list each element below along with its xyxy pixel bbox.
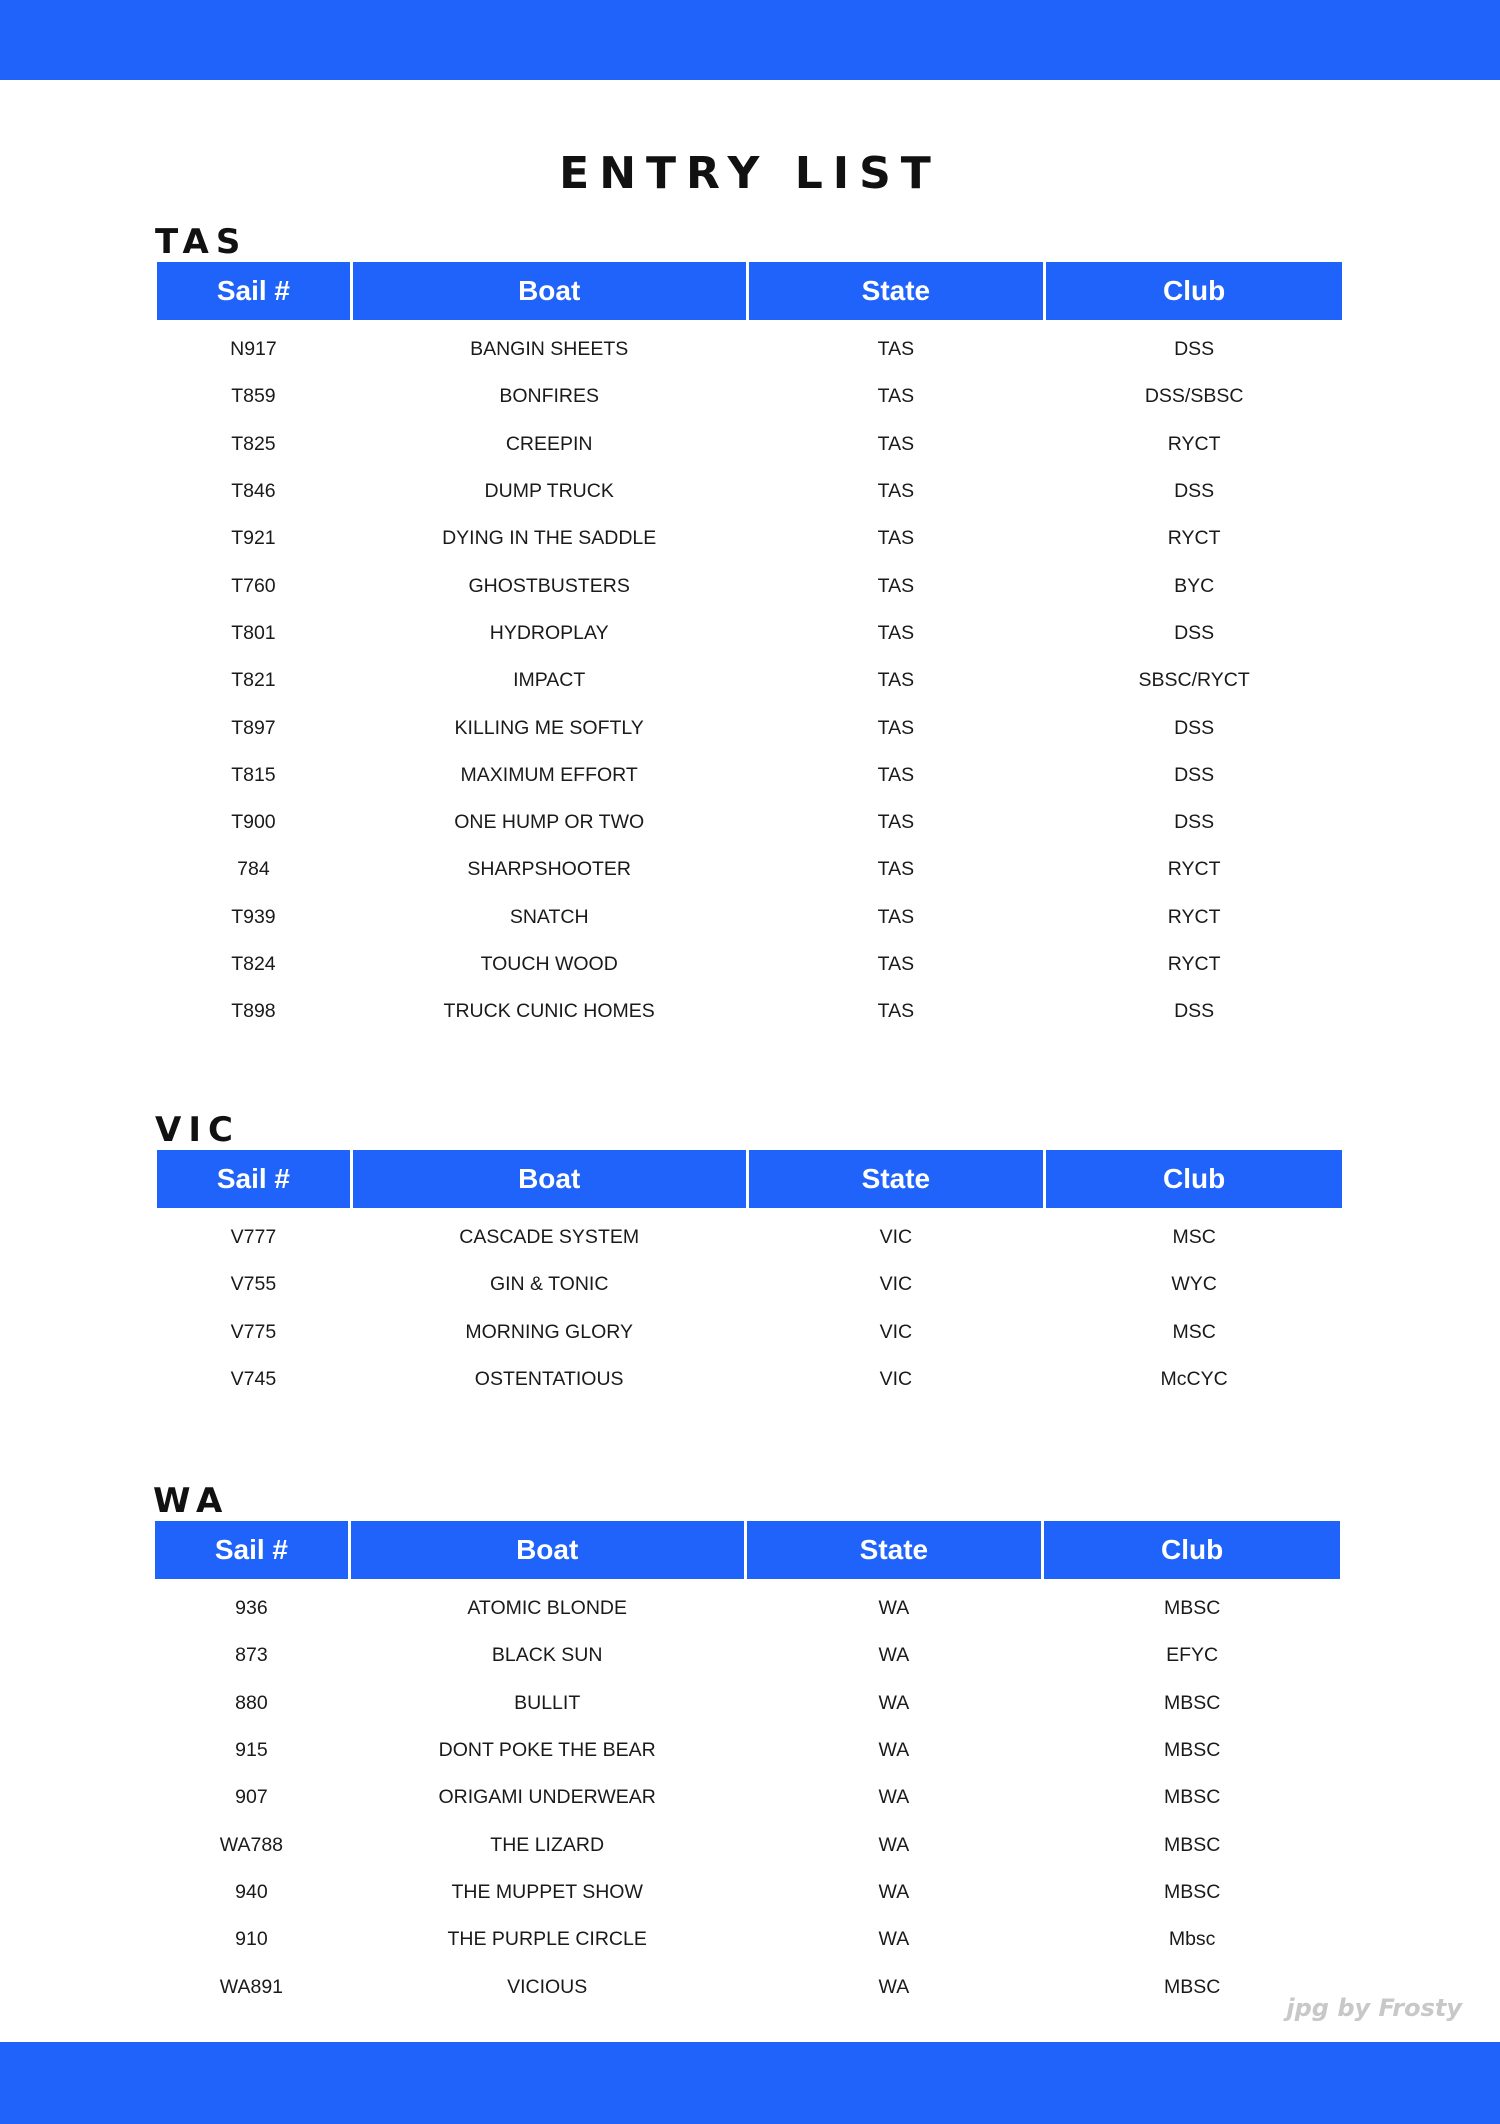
- cell-boat: SHARPSHOOTER: [467, 858, 631, 881]
- cell-state: WA: [878, 1880, 910, 1903]
- cell-state: TAS: [877, 858, 915, 881]
- table-row: [157, 1356, 1345, 1403]
- cell-sail: 940: [235, 1880, 268, 1903]
- cell-sail: WA891: [219, 1975, 284, 1998]
- header-sail: Sail #: [157, 262, 350, 320]
- table-row: [155, 1869, 1343, 1916]
- table-row: [157, 326, 1345, 373]
- cell-sail: T801: [231, 621, 276, 644]
- cell-club: MBSC: [1163, 1786, 1221, 1809]
- cell-boat: ATOMIC BLONDE: [467, 1597, 627, 1620]
- cell-boat: MAXIMUM EFFORT: [460, 763, 638, 786]
- section-title: WA: [153, 1481, 230, 1521]
- cell-state: TAS: [877, 763, 915, 786]
- cell-club: DSS: [1174, 811, 1215, 834]
- cell-boat: HYDROPLAY: [489, 621, 609, 644]
- cell-state: WA: [878, 1786, 910, 1809]
- cell-boat: GIN & TONIC: [489, 1273, 609, 1296]
- cell-boat: DUMP TRUCK: [484, 480, 614, 503]
- cell-sail: N917: [230, 338, 277, 361]
- table-row: [157, 515, 1345, 562]
- cell-state: TAS: [877, 480, 915, 503]
- table-row: [155, 1916, 1343, 1963]
- section-title: VIC: [155, 1110, 240, 1150]
- cell-club: DSS: [1174, 621, 1215, 644]
- cell-boat: TOUCH WOOD: [480, 953, 618, 975]
- table-header: [157, 1150, 1345, 1208]
- table-row: [157, 846, 1345, 893]
- cell-club: DSS: [1174, 716, 1215, 739]
- cell-sail: T815: [231, 763, 276, 786]
- cell-state: TAS: [877, 385, 915, 408]
- header-club: Club: [1046, 262, 1342, 320]
- cell-state: TAS: [877, 432, 915, 455]
- cell-state: WA: [878, 1928, 910, 1951]
- cell-state: TAS: [877, 1000, 915, 1023]
- cell-boat: OSTENTATIOUS: [474, 1368, 624, 1391]
- section-title: TAS: [155, 222, 248, 262]
- cell-sail: 907: [235, 1786, 268, 1809]
- cell-boat: ONE HUMP OR TWO: [454, 811, 645, 834]
- cell-boat: BONFIRES: [499, 385, 600, 408]
- cell-club: MBSC: [1163, 1833, 1221, 1856]
- table-row: [157, 562, 1345, 609]
- cell-club: RYCT: [1167, 953, 1221, 975]
- cell-club: DSS: [1174, 480, 1215, 503]
- cell-club: RYCT: [1167, 527, 1221, 550]
- cell-club: SBSC/RYCT: [1138, 669, 1250, 692]
- cell-boat: ORIGAMI UNDERWEAR: [438, 1786, 656, 1809]
- cell-club: BYC: [1174, 574, 1215, 597]
- cell-sail: T900: [231, 811, 276, 834]
- cell-sail: T939: [231, 905, 276, 928]
- table-row: [157, 752, 1345, 799]
- table-row: [157, 657, 1345, 704]
- table-body: [157, 1214, 1345, 1403]
- table-row: [155, 1821, 1343, 1868]
- table-row: [155, 1680, 1343, 1727]
- cell-club: DSS: [1174, 338, 1215, 361]
- cell-club: MBSC: [1163, 1880, 1221, 1903]
- cell-club: McCYC: [1160, 1368, 1228, 1391]
- cell-sail: T898: [231, 1000, 276, 1023]
- cell-boat: MORNING GLORY: [465, 1320, 633, 1343]
- table-row: [157, 988, 1345, 1035]
- cell-state: WA: [878, 1975, 910, 1998]
- cell-sail: T897: [231, 716, 276, 739]
- cell-club: RYCT: [1167, 858, 1221, 881]
- cell-club: RYCT: [1167, 432, 1221, 455]
- table-row: [157, 894, 1345, 941]
- cell-sail: T760: [231, 574, 276, 597]
- table-row: [157, 610, 1345, 657]
- cell-state: TAS: [877, 905, 915, 928]
- cell-state: TAS: [877, 953, 915, 975]
- cell-boat: CREEPIN: [505, 432, 593, 455]
- section-vic: [155, 1110, 1345, 1403]
- cell-boat: GHOSTBUSTERS: [468, 574, 630, 597]
- cell-state: WA: [878, 1691, 910, 1714]
- cell-boat: BLACK SUN: [491, 1644, 603, 1667]
- cell-state: TAS: [877, 527, 915, 550]
- header-club: Club: [1044, 1521, 1340, 1579]
- cell-boat: DONT POKE THE BEAR: [438, 1739, 656, 1762]
- cell-state: TAS: [877, 338, 915, 361]
- table-body: [157, 326, 1345, 1035]
- cell-state: TAS: [877, 574, 915, 597]
- header-sail: Sail #: [157, 1150, 350, 1208]
- cell-sail: 873: [235, 1644, 268, 1667]
- cell-sail: T821: [231, 669, 276, 692]
- table-row: [157, 421, 1345, 468]
- cell-state: TAS: [877, 716, 915, 739]
- cell-club: MSC: [1172, 1226, 1216, 1249]
- cell-sail: 910: [235, 1928, 268, 1951]
- table-row: [155, 1632, 1343, 1679]
- cell-state: VIC: [879, 1273, 913, 1296]
- cell-state: WA: [878, 1597, 910, 1620]
- cell-state: TAS: [877, 621, 915, 644]
- cell-sail: 936: [235, 1597, 268, 1620]
- cell-club: MBSC: [1163, 1691, 1221, 1714]
- cell-state: VIC: [879, 1320, 913, 1343]
- cell-boat: BANGIN SHEETS: [470, 338, 629, 361]
- header-boat: Boat: [351, 1521, 744, 1579]
- cell-club: EFYC: [1166, 1644, 1219, 1667]
- cell-boat: KILLING ME SOFTLY: [454, 716, 644, 739]
- cell-sail: 880: [235, 1691, 268, 1714]
- cell-sail: T921: [231, 527, 276, 550]
- cell-sail: V755: [230, 1273, 277, 1296]
- cell-club: MSC: [1172, 1320, 1216, 1343]
- cell-sail: WA788: [219, 1833, 284, 1856]
- cell-sail: 784: [237, 858, 270, 881]
- cell-boat: DYING IN THE SADDLE: [442, 527, 657, 550]
- bottom-banner: [0, 2042, 1500, 2124]
- header-state: State: [749, 1150, 1044, 1208]
- cell-state: WA: [878, 1739, 910, 1762]
- cell-boat: BULLIT: [514, 1691, 581, 1714]
- header-boat: Boat: [353, 1150, 746, 1208]
- cell-boat: VICIOUS: [507, 1975, 588, 1998]
- cell-boat: TRUCK CUNIC HOMES: [443, 1000, 655, 1023]
- cell-club: DSS/SBSC: [1144, 385, 1244, 408]
- section-tas: [155, 222, 1345, 1035]
- table-row: [157, 1214, 1345, 1261]
- cell-club: Mbsc: [1168, 1928, 1216, 1951]
- header-boat: Boat: [353, 262, 746, 320]
- cell-boat: THE PURPLE CIRCLE: [447, 1928, 647, 1951]
- cell-club: DSS: [1174, 763, 1215, 786]
- cell-boat: THE LIZARD: [490, 1833, 605, 1856]
- table-row: [155, 1585, 1343, 1632]
- table-row: [157, 799, 1345, 846]
- cell-state: WA: [878, 1644, 910, 1667]
- cell-state: VIC: [879, 1226, 913, 1249]
- cell-sail: V775: [230, 1320, 277, 1343]
- cell-club: WYC: [1171, 1273, 1217, 1296]
- cell-club: MBSC: [1163, 1739, 1221, 1762]
- cell-sail: T824: [231, 953, 276, 975]
- table-row: [157, 704, 1345, 751]
- table-row: [155, 1727, 1343, 1774]
- cell-sail: 915: [235, 1739, 268, 1762]
- table-row: [157, 1261, 1345, 1308]
- cell-sail: V777: [230, 1226, 277, 1249]
- section-wa: [153, 1481, 1343, 2011]
- cell-boat: IMPACT: [513, 669, 586, 692]
- page-title: ENTRY LIST: [559, 148, 941, 199]
- cell-sail: T859: [231, 385, 276, 408]
- table-header: [155, 1521, 1343, 1579]
- header-sail: Sail #: [155, 1521, 348, 1579]
- table-row: [157, 941, 1345, 988]
- cell-boat: CASCADE SYSTEM: [459, 1226, 640, 1249]
- table-header: [157, 262, 1345, 320]
- table-row: [155, 1963, 1343, 2010]
- watermark: jpg by Frosty: [1286, 1994, 1462, 2022]
- table-row: [157, 468, 1345, 515]
- header-state: State: [749, 262, 1044, 320]
- top-banner: [0, 0, 1500, 80]
- cell-club: MBSC: [1163, 1597, 1221, 1620]
- cell-boat: SNATCH: [509, 905, 589, 928]
- cell-sail: V745: [230, 1368, 277, 1391]
- cell-club: DSS: [1174, 1000, 1215, 1023]
- header-state: State: [747, 1521, 1042, 1579]
- cell-club: MBSC: [1163, 1975, 1221, 1998]
- table-row: [157, 1309, 1345, 1356]
- header-club: Club: [1046, 1150, 1342, 1208]
- cell-state: TAS: [877, 669, 915, 692]
- cell-club: RYCT: [1167, 905, 1221, 928]
- table-body: [155, 1585, 1343, 2011]
- cell-state: TAS: [877, 811, 915, 834]
- cell-sail: T825: [231, 432, 276, 455]
- cell-state: WA: [878, 1833, 910, 1856]
- cell-state: VIC: [879, 1368, 913, 1391]
- cell-sail: T846: [231, 480, 276, 503]
- table-row: [155, 1774, 1343, 1821]
- cell-boat: THE MUPPET SHOW: [451, 1880, 643, 1903]
- table-row: [157, 373, 1345, 420]
